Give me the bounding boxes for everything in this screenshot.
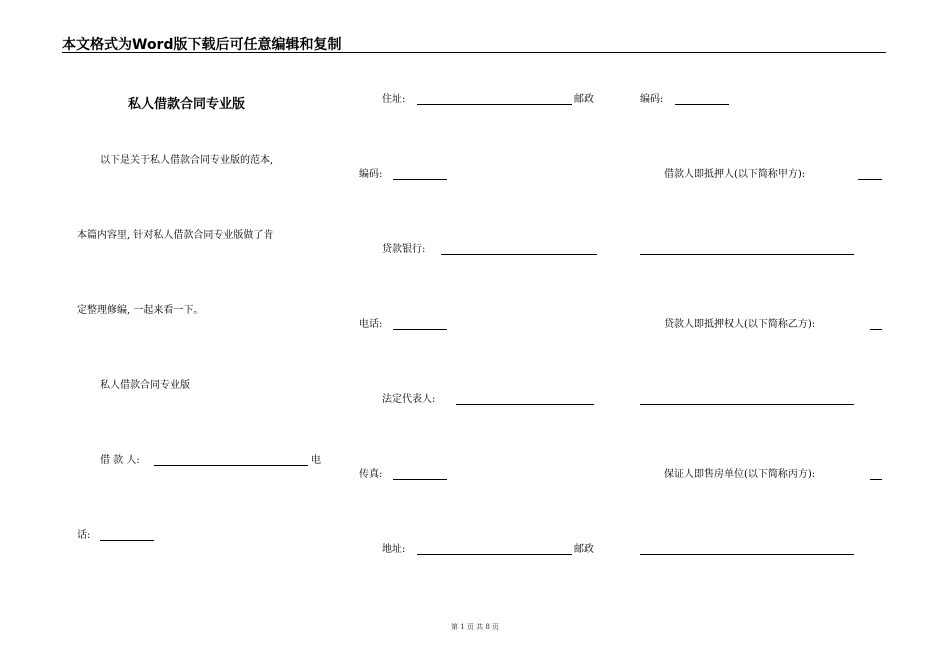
fax-label: 传真:: [359, 469, 383, 480]
phone-label-end: 话:: [77, 530, 91, 541]
bank-blank[interactable]: [441, 254, 597, 255]
phone-label-start: 电: [311, 455, 321, 466]
fax-blank[interactable]: [393, 479, 447, 480]
party-a-blank[interactable]: [640, 254, 854, 255]
address1-label: 住址:: [382, 94, 406, 105]
party-a-blank-start[interactable]: [858, 179, 882, 180]
document-title: 私人借款合同专业版: [128, 97, 246, 112]
intro-line-3: 定整理修编, 一起来看一下。: [77, 305, 204, 316]
code1-blank[interactable]: [393, 179, 447, 180]
header-divider: [62, 52, 886, 53]
contract-subtitle: 私人借款合同专业版: [100, 380, 190, 391]
party-c-blank[interactable]: [640, 554, 854, 555]
phone-blank[interactable]: [100, 540, 154, 541]
code2-label: 编码:: [640, 94, 664, 105]
code1-label: 编码:: [359, 169, 383, 180]
address2-blank[interactable]: [417, 554, 572, 555]
legal-rep-label: 法定代表人:: [382, 394, 436, 405]
address1-blank[interactable]: [417, 104, 572, 105]
intro-line-1: 以下是关于私人借款合同专业版的范本,: [100, 155, 274, 166]
phone2-blank[interactable]: [393, 329, 447, 330]
header-title: 本文格式为Word版下载后可任意编辑和复制: [62, 37, 342, 53]
bank-label: 贷款银行:: [382, 244, 426, 255]
party-b-blank[interactable]: [640, 404, 854, 405]
party-c-label: 保证人即售房单位(以下简称丙方):: [664, 469, 816, 480]
party-b-label: 贷款人即抵押权人(以下简称乙方):: [664, 319, 816, 330]
postal1-label-start: 邮政: [574, 94, 594, 105]
page-footer: 第 1 页 共 8 页: [450, 623, 500, 631]
address2-label: 地址:: [382, 544, 406, 555]
intro-line-2: 本篇内容里, 针对私人借款合同专业版做了肯: [77, 230, 274, 241]
code2-blank[interactable]: [675, 104, 729, 105]
phone2-label: 电话:: [359, 319, 383, 330]
borrower-blank[interactable]: [154, 465, 308, 466]
postal2-label-start: 邮政: [574, 544, 594, 555]
borrower-label: 借 款 人:: [100, 455, 140, 466]
legal-rep-blank[interactable]: [456, 404, 594, 405]
party-a-label: 借款人即抵押人(以下简称甲方):: [664, 169, 806, 180]
party-c-blank-start[interactable]: [870, 479, 882, 480]
party-b-blank-start[interactable]: [870, 329, 882, 330]
